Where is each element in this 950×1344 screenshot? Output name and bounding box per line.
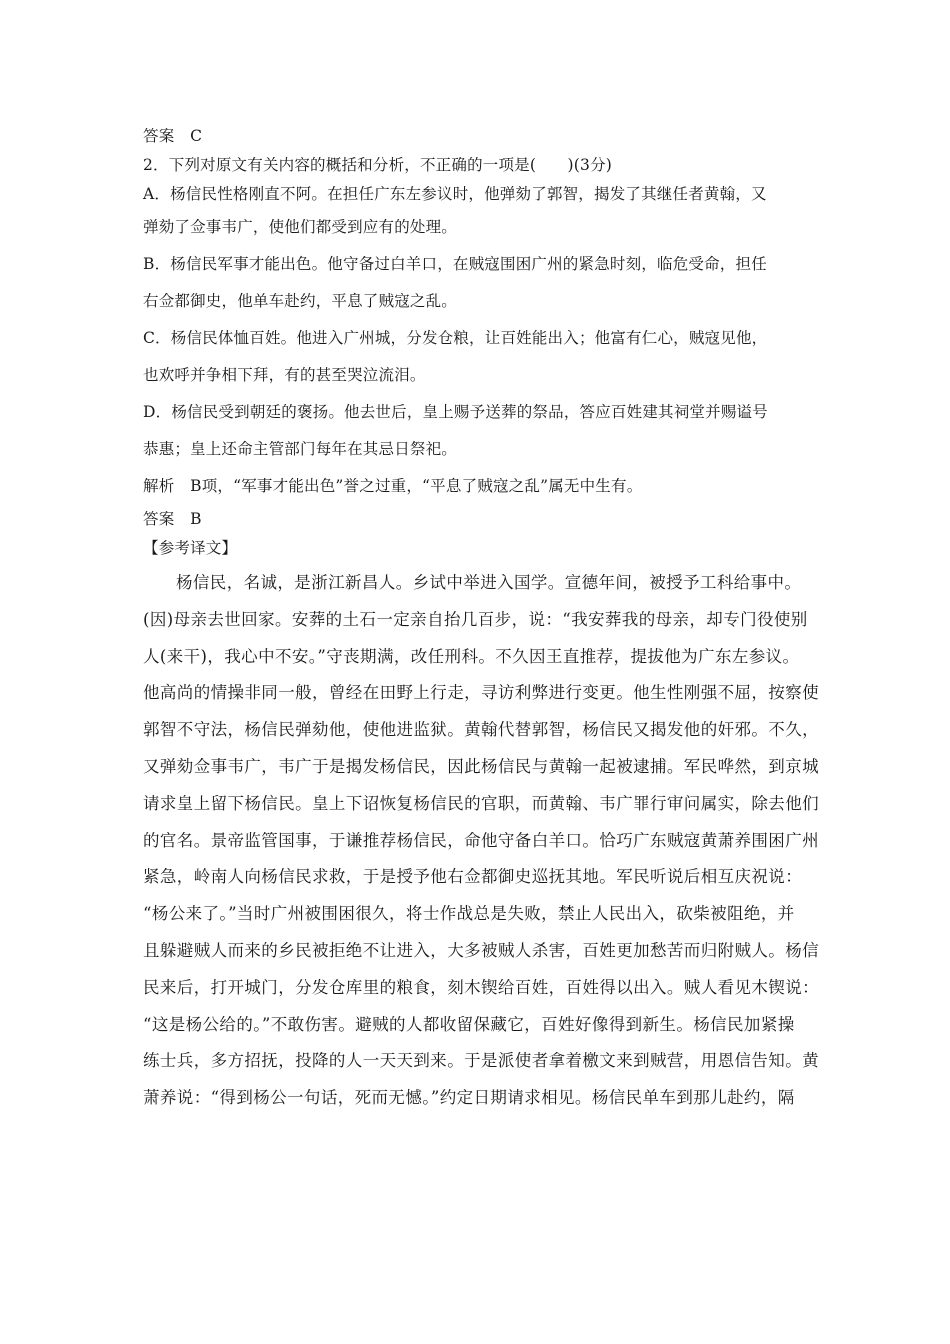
question-2-stem: 2．下列对原文有关内容的概括和分析，不正确的一项是( )(3分) bbox=[143, 156, 613, 174]
document-content bbox=[143, 122, 819, 1117]
translation-line: 练士兵，多方招抚，投降的人一天天到来。于是派使者拿着檄文来到贼营，用恩信告知。黄 bbox=[143, 1051, 819, 1071]
translation-line: 的官名。景帝监管国事，于谦推荐杨信民，命他守备白羊口。恰巧广东贼寇黄萧养围困广州 bbox=[143, 830, 819, 850]
option-d-line-1: D．杨信民受到朝廷的褒扬。他去世后，皇上赐予送葬的祭品，答应百姓建其祠堂并赐谥号 bbox=[143, 403, 768, 421]
option-a-line-1: A．杨信民性格刚直不阿。在担任广东左参议时，他弹劾了郭智，揭发了其继任者黄翰，又 bbox=[143, 185, 767, 203]
translation-line: 且躲避贼人而来的乡民被拒绝不让进入，大多被贼人杀害，百姓更加愁苦而归附贼人。杨信 bbox=[143, 940, 819, 960]
translation-line: 郭智不守法，杨信民弹劾他，使他进监狱。黄翰代替郭智，杨信民又揭发他的奸邪。不久， bbox=[143, 720, 819, 740]
option-c-line-1: C．杨信民体恤百姓。他进入广州城，分发仓粮，让百姓能出入；他富有仁心，贼寇见他， bbox=[143, 329, 768, 347]
option-d-line-2: 恭惠；皇上还命主管部门每年在其忌日祭祀。 bbox=[143, 440, 458, 458]
translation-line: 杨信民，名诚，是浙江新昌人。乡试中举进入国学。宣德年间，被授予工科给事中。 bbox=[176, 573, 802, 592]
translation-line: 又弹劾佥事韦广，韦广于是揭发杨信民，因此杨信民与黄翰一起被逮捕。军民哗然，到京城 bbox=[143, 756, 819, 776]
answer-c: 答案 C bbox=[143, 127, 203, 145]
translation-line: 他高尚的情操非同一般，曾经在田野上行走，寻访利弊进行变更。他生性刚强不屈，按察使 bbox=[143, 683, 819, 703]
translation-line: (因)母亲去世回家。安葬的土石一定亲自抬几百步，说：“我安葬我的母亲，却专门役使别 bbox=[143, 609, 808, 629]
analysis: 解析 B项，“军事才能出色”誉之过重，“平息了贼寇之乱”属无中生有。 bbox=[143, 477, 643, 495]
translation-body bbox=[143, 565, 819, 1117]
translation-heading: 【参考译文】 bbox=[143, 539, 238, 557]
option-b-line-2: 右佥都御史，他单车赴约，平息了贼寇之乱。 bbox=[143, 292, 458, 310]
translation-line: “这是杨公给的。”不敢伤害。避贼的人都收留保藏它，百姓好像得到新生。杨信民加紧操 bbox=[143, 1014, 795, 1034]
option-b-line-1: B．杨信民军事才能出色。他守备过白羊口，在贼寇围困广州的紧急时刻，临危受命，担任 bbox=[143, 255, 767, 273]
translation-line: 人(来干)，我心中不安。”守丧期满，改任刑科。不久因王直推荐，提拔他为广东左参议。 bbox=[143, 646, 800, 666]
translation-line: 请求皇上留下杨信民。皇上下诏恢复杨信民的官职，而黄翰、韦广罪行审问属实，除去他们 bbox=[143, 793, 819, 813]
option-a-line-2: 弹劾了佥事韦广，使他们都受到应有的处理。 bbox=[143, 218, 458, 236]
answer-b: 答案 B bbox=[143, 510, 202, 528]
translation-line: 萧养说：“得到杨公一句话，死而无憾。”约定日期请求相见。杨信民单车到那儿赴约，隔 bbox=[143, 1088, 795, 1108]
translation-line: “杨公来了。”当时广州被围困很久，将士作战总是失败，禁止人民出入，砍柴被阻绝，并 bbox=[143, 904, 795, 924]
translation-line: 紧急，岭南人向杨信民求救，于是授予他右佥都御史巡抚其地。军民听说后相互庆祝说： bbox=[143, 867, 803, 887]
option-c-line-2: 也欢呼并争相下拜，有的甚至哭泣流泪。 bbox=[143, 366, 426, 384]
translation-line: 民来后，打开城门，分发仓库里的粮食，刻木锲给百姓，百姓得以出入。贼人看见木锲说： bbox=[143, 977, 819, 997]
